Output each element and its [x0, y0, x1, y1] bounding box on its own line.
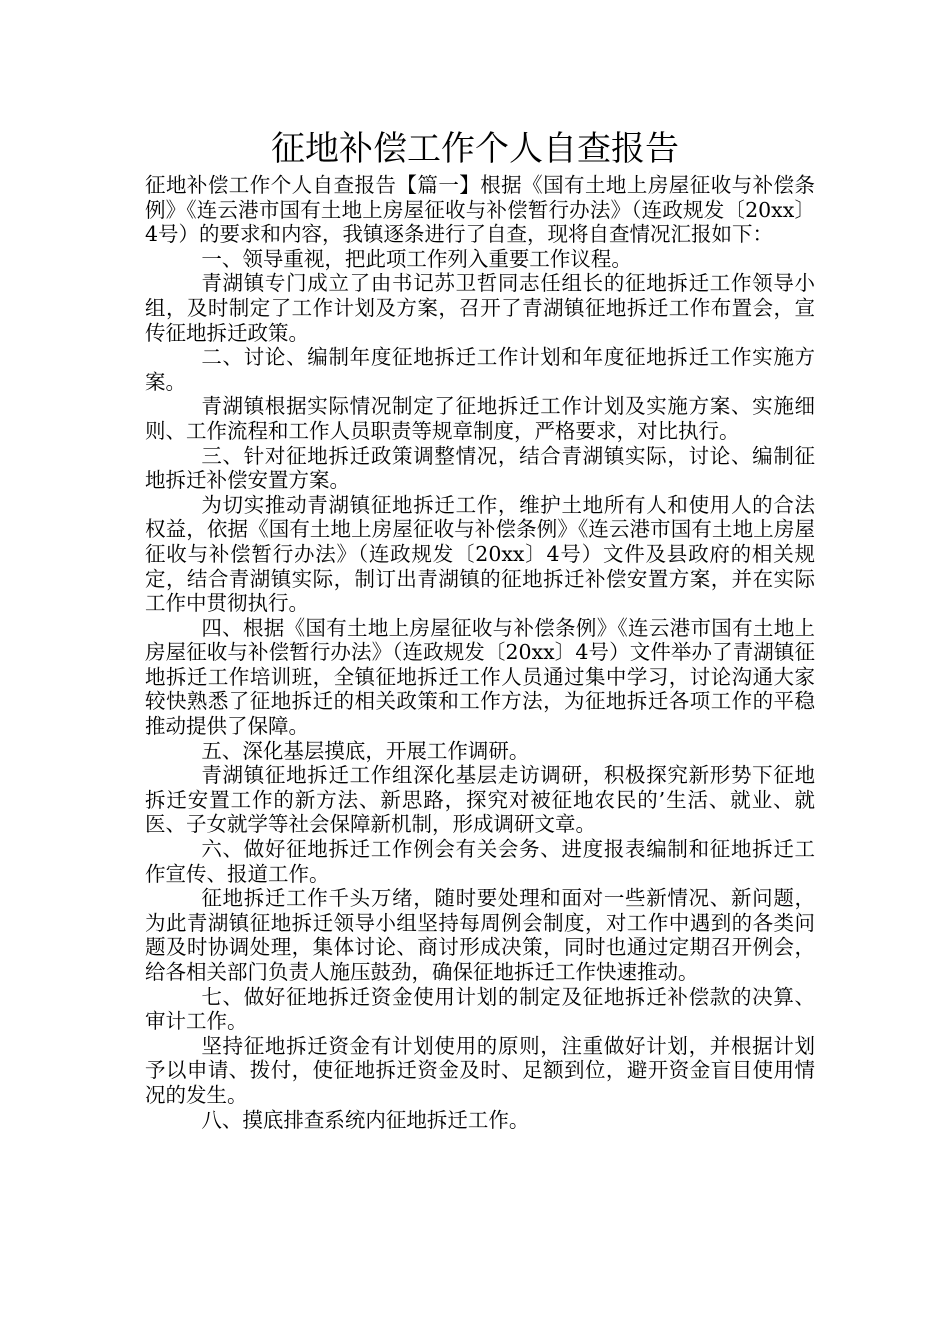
paragraph-intro: 征地补偿工作个人自查报告【篇一】根据《国有土地上房屋征收与补偿条例》《连云港市国有土地上房屋征收与补偿暂行办法》（连政规发〔20xx〕4号）的要求和内容，我镇逐条进行了自查，现将自查情况汇报如下： [145, 173, 815, 247]
section-heading-2: 二、讨论、编制年度征地拆迁工作计划和年度征地拆迁工作实施方案。 [145, 345, 815, 394]
paragraph-3: 为切实推动青湖镇征地拆迁工作，维护土地所有人和使用人的合法权益，依据《国有土地上房屋征收与补偿条例》《连云港市国有土地上房屋征收与补偿暂行办法》（连政规发〔20xx〕4号）文件及县政府的相关规定，结合青湖镇实际，制订出青湖镇的征地拆迁补偿安置方案，并在实际工作中贯彻执行。 [145, 492, 815, 616]
section-heading-5: 五、深化基层摸底，开展工作调研。 [201, 738, 530, 763]
paragraph-5: 青湖镇征地拆迁工作组深化基层走访调研，积极探究新形势下征地拆迁安置工作的新方法、新思路，探究对被征地农民的’生活、就业、就医、子女就学等社会保障新机制，形成调研文章。 [145, 763, 815, 837]
section-heading-4: 四、根据《国有土地上房屋征收与补偿条例》《连云港市国有土地上房屋征收与补偿暂行办法》（连政规发〔20xx〕4号）文件举办了青湖镇征地拆迁工作培训班，全镇征地拆迁工作人员通过集中学习，讨论沟通大家较快熟悉了征地拆迁的相关政策和工作方法，为征地拆迁各项工作的平稳推动提供了保障。 [145, 615, 815, 739]
paragraph-1: 青湖镇专门成立了由书记苏卫哲同志任组长的征地拆迁工作领导小组，及时制定了工作计划及方案，召开了青湖镇征地拆迁工作布置会，宣传征地拆迁政策。 [145, 271, 815, 345]
document-title: 征地补偿工作个人自查报告 [271, 129, 679, 169]
section-heading-6: 六、做好征地拆迁工作例会有关会务、进度报表编制和征地拆迁工作宣传、报道工作。 [145, 837, 815, 886]
paragraph-7: 坚持征地拆迁资金有计划使用的原则，注重做好计划，并根据计划予以申请、拨付，使征地拆迁资金及时、足额到位，避开资金盲目使用情况的发生。 [145, 1033, 815, 1107]
section-heading-7: 七、做好征地拆迁资金使用计划的制定及征地拆迁补偿款的决算、审计工作。 [145, 984, 815, 1034]
section-heading-1: 一、领导重视，把此项工作列入重要工作议程。 [201, 246, 632, 271]
section-heading-8: 八、摸底排查系统内征地拆迁工作。 [201, 1107, 530, 1132]
document-body [145, 173, 815, 1132]
paragraph-2: 青湖镇根据实际情况制定了征地拆迁工作计划及实施方案、实施细则、工作流程和工作人员职责等规章制度，严格要求，对比执行。 [145, 394, 815, 443]
paragraph-6: 征地拆迁工作千头万绪，随时要处理和面对一些新情况、新问题，为此青湖镇征地拆迁领导小组坚持每周例会制度，对工作中遇到的各类问题及时协调处理，集体讨论、商讨形成决策，同时也通过定期召开例会，给各相关部门负责人施压鼓劲，确保征地拆迁工作快速推动。 [145, 886, 815, 984]
section-heading-3: 三、针对征地拆迁政策调整情况，结合青湖镇实际，讨论、编制征地拆迁补偿安置方案。 [145, 443, 815, 493]
